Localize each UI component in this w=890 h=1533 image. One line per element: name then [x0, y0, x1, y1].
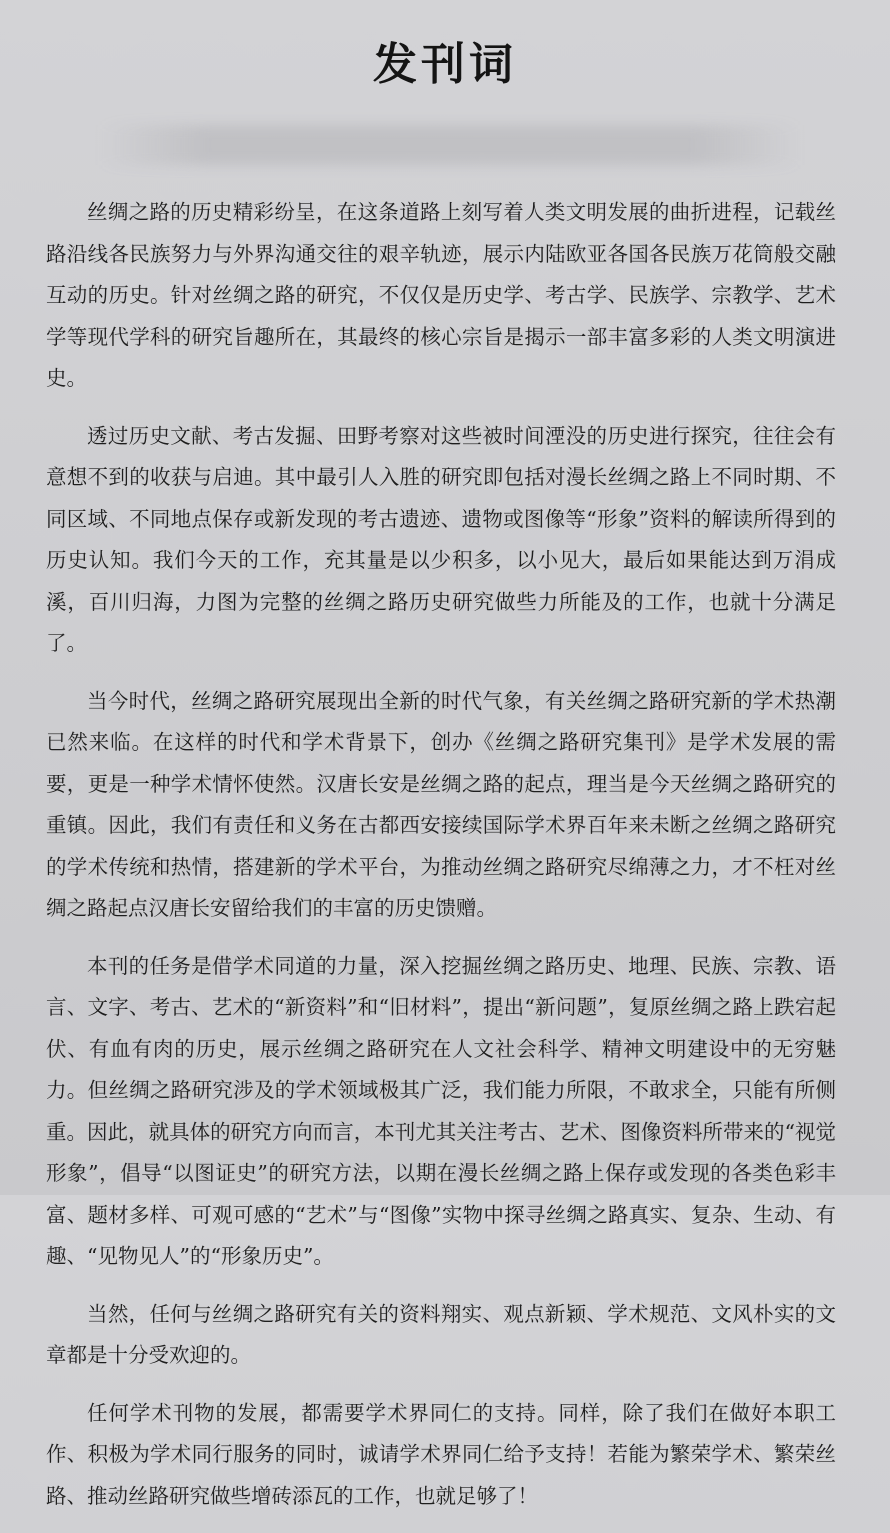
paragraph-4: 本刊的任务是借学术同道的力量，深入挖掘丝绸之路历史、地理、民族、宗教、语言、文字、考古、艺术的“新资料”和“旧材料”，提出“新问题”，复原丝绸之路上跌宕起伏、有血有肉的历史，展示丝绸之路研究在人文社会科学、精神文明建设中的无穷魅力。但丝绸之路研究涉及的学术领域极其广泛，我们能力所限，不敢求全，只能有所侧重。因此，就具体的研究方向而言，本刊尤其关注考古、艺术、图像资料所带来的“视觉形象”，倡导“以图证史”的研究方法，以期在漫长丝绸之路上保存或发现的各类色彩丰富、题材多样、可观可感的“艺术”与“图像”实物中探寻丝绸之路真实、复杂、生动、有趣、“见物见人”的“形象历史”。: [46, 953, 836, 1268]
paragraph-1: 丝绸之路的历史精彩纷呈，在这条道路上刻写着人类文明发展的曲折进程，记载丝路沿线各民族努力与外界沟通交往的艰辛轨迹，展示内陆欧亚各国各民族万花筒般交融互动的历史。针对丝绸之路的研究，不仅仅是历史学、考古学、民族学、宗教学、艺术学等现代学科的研究旨趣所在，其最终的核心宗旨是揭示一部丰富多彩的人类文明演进史。: [46, 200, 836, 390]
paragraph-6: 任何学术刊物的发展，都需要学术界同仁的支持。同样，除了我们在做好本职工作、积极为学术同行服务的同时，诚请学术界同仁给予支持！若能为繁荣学术、繁荣丝路、推动丝路研究做些增砖添瓦的工作，也就足够了！: [46, 1400, 836, 1508]
page-title: 发刊词: [373, 39, 517, 90]
paragraph-2: 透过历史文献、考古发掘、田野考察对这些被时间湮没的历史进行探究，往往会有意想不到的收获与启迪。其中最引人入胜的研究即包括对漫长丝绸之路上不同时期、不同区域、不同地点保存或新发现的考古遗迹、遗物或图像等“形象”资料的解读所得到的历史认知。我们今天的工作，充其量是以少积多，以小见大，最后如果能达到万涓成溪，百川归海，力图为完整的丝绸之路历史研究做些力所能及的工作，也就十分满足了。: [46, 423, 836, 655]
paragraph-3: 当今时代，丝绸之路研究展现出全新的时代气象，有关丝绸之路研究新的学术热潮已然来临。在这样的时代和学术背景下，创办《丝绸之路研究集刊》是学术发展的需要，更是一种学术情怀使然。汉唐长安是丝绸之路的起点，理当是今天丝绸之路研究的重镇。因此，我们有责任和义务在古都西安接续国际学术界百年来未断之丝绸之路研究的学术传统和热情，搭建新的学术平台，为推动丝绸之路研究尽绵薄之力，才不枉对丝绸之路起点汉唐长安留给我们的丰富的历史馈赠。: [46, 688, 836, 920]
bleed-through-text: [100, 125, 800, 165]
paragraph-5: 当然，任何与丝绸之路研究有关的资料翔实、观点新颖、学术规范、文风朴实的文章都是十分受欢迎的。: [46, 1301, 836, 1367]
article-body: [46, 192, 836, 1533]
